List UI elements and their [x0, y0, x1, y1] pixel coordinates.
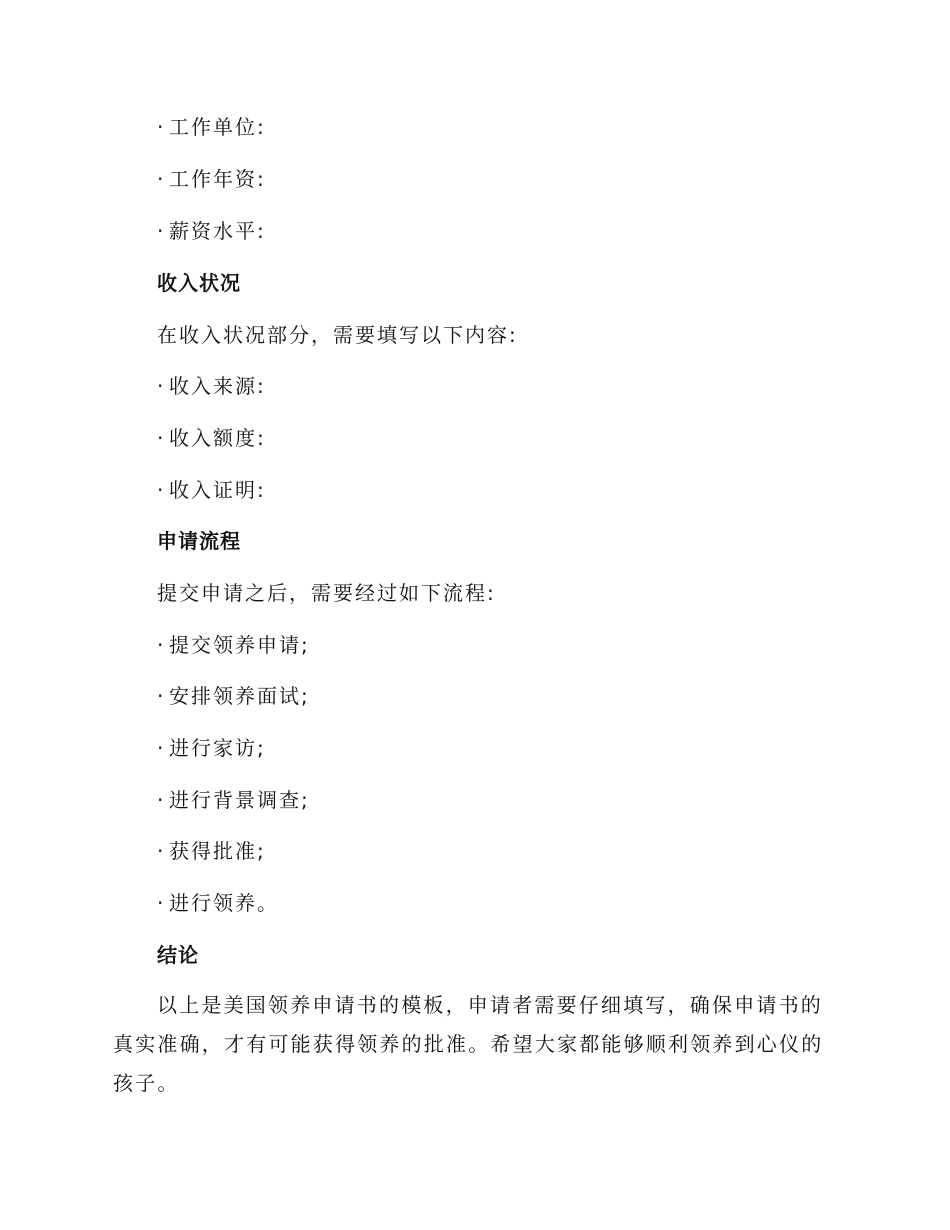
bullet-icon: · — [157, 167, 166, 191]
income-heading: 收入状况 — [157, 271, 241, 295]
bullet-icon: · — [157, 736, 166, 760]
bullet-icon: · — [157, 891, 166, 915]
bullet-icon: · — [157, 788, 166, 812]
process-intro: 提交申请之后，需要经过如下流程: — [157, 581, 496, 605]
bullet-icon: · — [157, 684, 166, 708]
list-item-work-unit: · 工作单位: — [157, 115, 266, 139]
income-intro: 在收入状况部分，需要填写以下内容: — [157, 323, 518, 347]
bullet-icon: · — [157, 115, 166, 139]
bullet-icon: · — [157, 839, 166, 863]
conclusion-paragraph: 以上是美国领养申请书的模板，申请者需要仔细填写，确保申请书的真实准确，才有可能获得领养的批准。希望大家都能够顺利领养到心仪的孩子。 — [113, 993, 824, 1095]
bullet-icon: · — [157, 426, 166, 450]
process-heading: 申请流程 — [157, 529, 241, 553]
bullet-icon: · — [157, 219, 166, 243]
list-item-process-2: · 安排领养面试; — [157, 684, 310, 708]
list-item-work-years: · 工作年资: — [157, 167, 266, 191]
list-item-process-5: · 获得批准; — [157, 839, 266, 863]
bullet-icon: · — [157, 374, 166, 398]
list-item-income-source: · 收入来源: — [157, 374, 266, 398]
list-item-salary: · 薪资水平: — [157, 219, 266, 243]
list-item-process-6: · 进行领养。 — [157, 891, 279, 915]
conclusion-heading: 结论 — [157, 943, 199, 967]
list-item-process-4: · 进行背景调查; — [157, 788, 310, 812]
list-item-income-amount: · 收入额度: — [157, 426, 266, 450]
list-item-process-1: · 提交领养申请; — [157, 633, 310, 657]
list-item-process-3: · 进行家访; — [157, 736, 266, 760]
bullet-icon: · — [157, 478, 166, 502]
bullet-icon: · — [157, 633, 166, 657]
list-item-income-proof: · 收入证明: — [157, 478, 266, 502]
